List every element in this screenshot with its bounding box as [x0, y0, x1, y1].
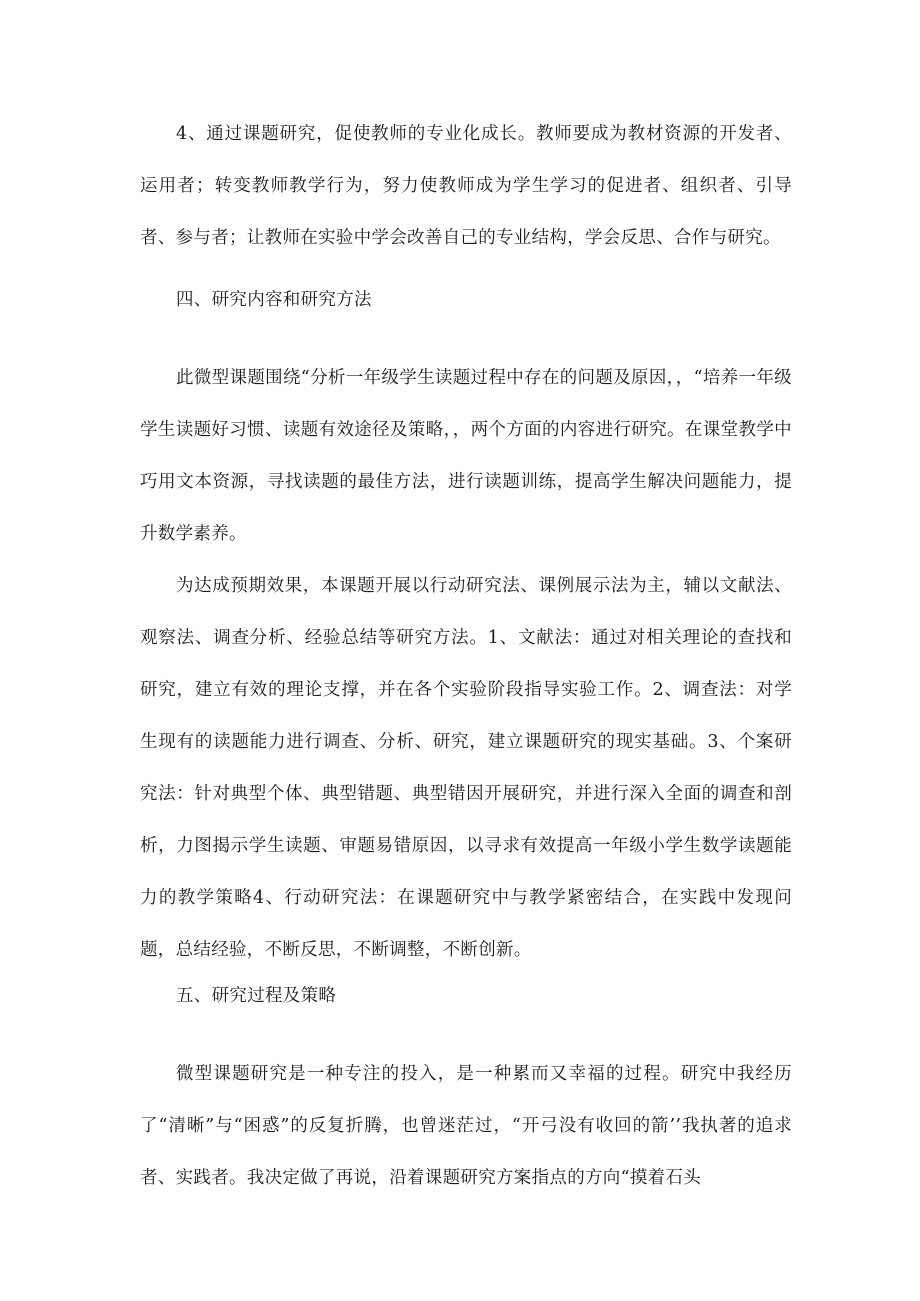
- paragraph-research-methods: 为达成预期效果，本课题开展以行动研究法、课例展示法为主，辅以文献法、观察法、调查分析、经验总结等研究方法。1、文献法：通过对相关理论的查找和研究，建立有效的理论支撑，并在各个实验阶段指导实验工作。2、调查法：对学生现有的读题能力进行调查、分析、研究，建立课题研究的现实基础。3、个案研究法：针对典型个体、典型错题、典型错因开展研究，并进行深入全面的调查和剖析，力图揭示学生读题、审题易错原因，以寻求有效提高一年级小学生数学读题能力的教学策略4、行动研究法：在课题研究中与教学紧密结合，在实践中发现问题，总结经验，不断反思，不断调整，不断创新。: [140, 576, 792, 960]
- section-heading-research-content: 四、研究内容和研究方法: [176, 290, 372, 310]
- paragraph-research-content: 此微型课题围绕“分析一年级学生读题过程中存在的问题及原因，，“培养一年级学生读题好习惯、读题有效途径及策略，，两个方面的内容进行研究。在课堂教学中巧用文本资源，寻找读题的最佳方法，进行读题训练，提高学生解决问题能力，提升数学素养。: [140, 368, 792, 544]
- paragraph-research-process: 微型课题研究是一种专注的投入，是一种累而又幸福的过程。研究中我经历了“清晰”与“困惑”的反复折腾，也曾迷茫过，“开弓没有收回的箭’’我执著的追求者、实践者。我决定做了再说，沿着课题研究方案指点的方向“摸着石头: [140, 1064, 792, 1188]
- paragraph-teacher-growth: 4、通过课题研究，促使教师的专业化成长。教师要成为教材资源的开发者、运用者；转变教师教学行为，努力使教师成为学生学习的促进者、组织者、引导者、参与者；让教师在实验中学会改善自己的专业结构，学会反思、合作与研究。: [140, 124, 792, 248]
- section-heading-research-process: 五、研究过程及策略: [176, 986, 337, 1006]
